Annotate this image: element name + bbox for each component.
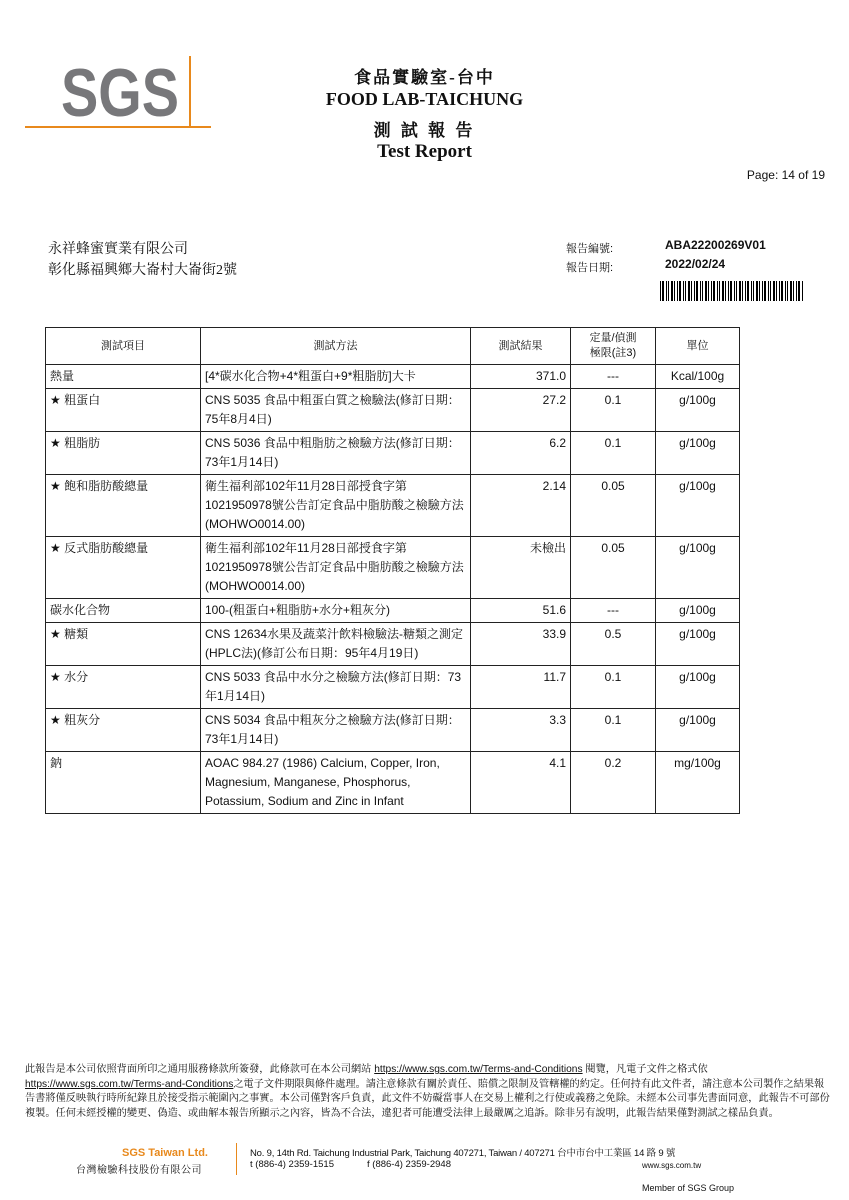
company-fax: f (886-4) 2359-2948 — [367, 1159, 451, 1170]
lab-name-en: FOOD LAB-TAICHUNG — [325, 89, 524, 109]
barcode-bar — [745, 281, 746, 301]
barcode-bar — [773, 281, 775, 301]
member-of-sgs: Member of SGS Group — [642, 1183, 735, 1193]
barcode-bar — [798, 281, 800, 301]
col-header-item: 測試項目 — [46, 328, 201, 365]
cell-method: CNS 5035 食品中粗蛋白質之檢驗法(修訂日期：75年8月4日) — [201, 389, 471, 432]
barcode-bar — [674, 281, 675, 301]
table-row — [46, 389, 740, 432]
cell-result: 4.1 — [471, 752, 571, 814]
cell-item: ★ 水分 — [46, 666, 201, 709]
cell-method: 100-(粗蛋白+粗脂肪+水分+粗灰分) — [201, 599, 471, 623]
table-row — [46, 752, 740, 814]
table-header-row — [46, 328, 740, 365]
cell-limit: 0.05 — [571, 475, 656, 537]
barcode-bar — [790, 281, 792, 301]
cell-method: CNS 5034 食品中粗灰分之檢驗方法(修訂日期：73年1月14日) — [201, 709, 471, 752]
barcode-bar — [768, 281, 769, 301]
table-row — [46, 432, 740, 475]
barcode-bar — [688, 281, 690, 301]
barcode-bar — [713, 281, 715, 301]
barcode-bar — [725, 281, 726, 301]
cell-limit: 0.1 — [571, 709, 656, 752]
cell-limit: 0.2 — [571, 752, 656, 814]
barcode-bar — [736, 281, 737, 301]
cell-item: ★ 粗灰分 — [46, 709, 201, 752]
report-date-label: 報告日期: — [566, 262, 614, 274]
barcode-bar — [787, 281, 788, 301]
table-row — [46, 709, 740, 752]
barcode-bar — [742, 281, 743, 301]
cell-unit: g/100g — [656, 537, 740, 599]
barcode-bar — [668, 281, 669, 301]
col-header-result: 測試結果 — [471, 328, 571, 365]
barcode-bar — [705, 281, 707, 301]
cell-result: 未檢出 — [471, 537, 571, 599]
cell-method: CNS 5036 食品中粗脂肪之檢驗方法(修訂日期：73年1月14日) — [201, 432, 471, 475]
cell-item: ★ 粗脂肪 — [46, 432, 201, 475]
test-results-table — [45, 327, 740, 814]
table-row — [46, 537, 740, 599]
barcode-bar — [734, 281, 735, 301]
cell-method: 衛生福利部102年11月28日部授食字第1021950978號公告訂定食品中脂肪酸之檢驗方法(MOHWO0014.00) — [201, 475, 471, 537]
cell-result: 6.2 — [471, 432, 571, 475]
barcode-bar — [671, 281, 673, 301]
cell-item: ★ 反式脂肪酸總量 — [46, 537, 201, 599]
barcode-bar — [779, 281, 780, 301]
barcode-bar — [762, 281, 763, 301]
barcode-bar — [683, 281, 684, 301]
company-name-zh: 台灣檢驗科技股份有限公司 — [76, 1165, 202, 1176]
barcode-bar — [796, 281, 797, 301]
barcode-bar — [685, 281, 686, 301]
report-date: 2022/02/24 — [665, 257, 726, 271]
cell-method: 衛生福利部102年11月28日部授食字第1021950978號公告訂定食品中脂肪酸之檢驗方法(MOHWO0014.00) — [201, 537, 471, 599]
barcode-image — [660, 281, 803, 301]
barcode-bar — [708, 281, 709, 301]
report-title-en: Test Report — [377, 141, 472, 162]
company-name-en: SGS Taiwan Ltd. — [122, 1147, 208, 1159]
barcode-bar — [719, 281, 720, 301]
col-header-method: 測試方法 — [201, 328, 471, 365]
barcode-bar — [691, 281, 692, 301]
col-header-unit: 單位 — [656, 328, 740, 365]
barcode-bar — [753, 281, 754, 301]
cell-limit: 0.05 — [571, 537, 656, 599]
barcode-bar — [747, 281, 749, 301]
cell-limit: 0.1 — [571, 432, 656, 475]
cell-item: ★ 粗蛋白 — [46, 389, 201, 432]
table-row — [46, 475, 740, 537]
table-row — [46, 599, 740, 623]
barcode-bar — [660, 281, 661, 301]
company-tel: t (886-4) 2359-1515 — [250, 1159, 334, 1170]
barcode-bar — [677, 281, 678, 301]
barcode-bar — [751, 281, 752, 301]
cell-item: 鈉 — [46, 752, 201, 814]
cell-method: AOAC 984.27 (1986) Calcium, Copper, Iron, Magnesium, Manganese, Phosphorus, Potassium, Sodium and Zinc in Infant — [201, 752, 471, 814]
barcode-bar — [666, 281, 667, 301]
barcode-bar — [802, 281, 803, 301]
cell-result: 3.3 — [471, 709, 571, 752]
table-row — [46, 623, 740, 666]
barcode-bar — [696, 281, 698, 301]
lab-name-zh: 食品實驗室-台中 — [354, 68, 495, 87]
company-website[interactable]: www.sgs.com.tw — [642, 1161, 702, 1170]
company-address: No. 9, 14th Rd. Taichung Industrial Park, Taichung 407271, Taiwan / 407271 台中市台中工業區 14 路 9 號 — [250, 1148, 676, 1159]
cell-result: 51.6 — [471, 599, 571, 623]
cell-unit: g/100g — [656, 599, 740, 623]
cell-method: CNS 12634水果及蔬菜汁飲料檢驗法-糖類之測定(HPLC法)(修訂公布日期：95年4月19日) — [201, 623, 471, 666]
barcode-bar — [785, 281, 786, 301]
barcode-bar — [662, 281, 664, 301]
cell-unit: g/100g — [656, 709, 740, 752]
report-number: ABA22200269V01 — [665, 238, 766, 252]
footer-divider — [236, 1143, 237, 1175]
cell-result: 371.0 — [471, 365, 571, 389]
cell-unit: g/100g — [656, 623, 740, 666]
cell-unit: g/100g — [656, 666, 740, 709]
report-number-label: 報告編號: — [566, 243, 614, 255]
barcode-bar — [770, 281, 771, 301]
page-number: Page: 14 of 19 — [746, 168, 825, 182]
cell-limit: 0.1 — [571, 666, 656, 709]
table-row — [46, 365, 740, 389]
cell-limit: --- — [571, 365, 656, 389]
barcode-bar — [722, 281, 724, 301]
cell-result: 33.9 — [471, 623, 571, 666]
barcode-bar — [764, 281, 766, 301]
barcode-bar — [700, 281, 701, 301]
client-address: 彰化縣福興鄉大崙村大崙街2號 — [48, 263, 237, 278]
barcode-bar — [739, 281, 741, 301]
cell-item: ★ 飽和脂肪酸總量 — [46, 475, 201, 537]
cell-item: ★ 糖類 — [46, 623, 201, 666]
cell-item: 熱量 — [46, 365, 201, 389]
disclaimer-text: 此報告是本公司依照背面所印之通用服務條款所簽發，此條款可在本公司網站 https://www.sgs.com.tw/Terms-and-Conditions 閱覽，凡電子文件之格式依https://www.sgs.com.tw/Terms-and-Conditions之電子文件期限與條件處理。請注意條款有關於責任、賠償之限制及管轄權的約定。任何持有此文件者，請注意本公司製作之結果報告書將僅反映執行時所紀錄且於接受指示範圍內之事實。本公司僅對客戶負責，此文件不妨礙當事人在交易上權利之行使或義務之免除。未經本公司事先書面同意，此報告不可部份複製。任何未經授權的變更、偽造、或曲解本報告所顯示之內容，皆為不合法，違犯者可能遭受法律上最嚴厲之追訴。除非另有說明，此報告結果僅對測試之樣品負責。 — [25, 1064, 830, 1119]
client-name: 永祥蜂蜜實業有限公司 — [48, 242, 188, 257]
barcode-bar — [702, 281, 703, 301]
sgs-logo-text: SGS — [61, 56, 179, 130]
barcode-bar — [728, 281, 729, 301]
barcode-bar — [730, 281, 732, 301]
barcode-bar — [694, 281, 695, 301]
barcode-bar — [781, 281, 783, 301]
cell-result: 27.2 — [471, 389, 571, 432]
barcode-bar — [759, 281, 760, 301]
col-header-limit: 定量/偵測 極限(註3) — [571, 328, 656, 365]
cell-unit: g/100g — [656, 475, 740, 537]
cell-item: 碳水化合物 — [46, 599, 201, 623]
barcode-bar — [756, 281, 758, 301]
terms-link[interactable]: https://www.sgs.com.tw/Terms-and-Conditions — [374, 1064, 583, 1075]
barcode-bar — [711, 281, 712, 301]
cell-unit: g/100g — [656, 389, 740, 432]
cell-unit: g/100g — [656, 432, 740, 475]
barcode-bar — [717, 281, 718, 301]
cell-method: CNS 5033 食品中水分之檢驗方法(修訂日期：73年1月14日) — [201, 666, 471, 709]
terms-link-2[interactable]: https://www.sgs.com.tw/Terms-and-Conditions — [25, 1078, 234, 1090]
barcode-bar — [793, 281, 794, 301]
cell-unit: Kcal/100g — [656, 365, 740, 389]
table-row — [46, 666, 740, 709]
cell-result: 11.7 — [471, 666, 571, 709]
cell-limit: --- — [571, 599, 656, 623]
cell-method: [4*碳水化合物+4*粗蛋白+9*粗脂肪]大卡 — [201, 365, 471, 389]
barcode-bar — [679, 281, 681, 301]
cell-limit: 0.5 — [571, 623, 656, 666]
report-title-zh: 測 試 報 告 — [373, 121, 476, 140]
barcode-bar — [776, 281, 777, 301]
cell-unit: mg/100g — [656, 752, 740, 814]
cell-limit: 0.1 — [571, 389, 656, 432]
cell-result: 2.14 — [471, 475, 571, 537]
